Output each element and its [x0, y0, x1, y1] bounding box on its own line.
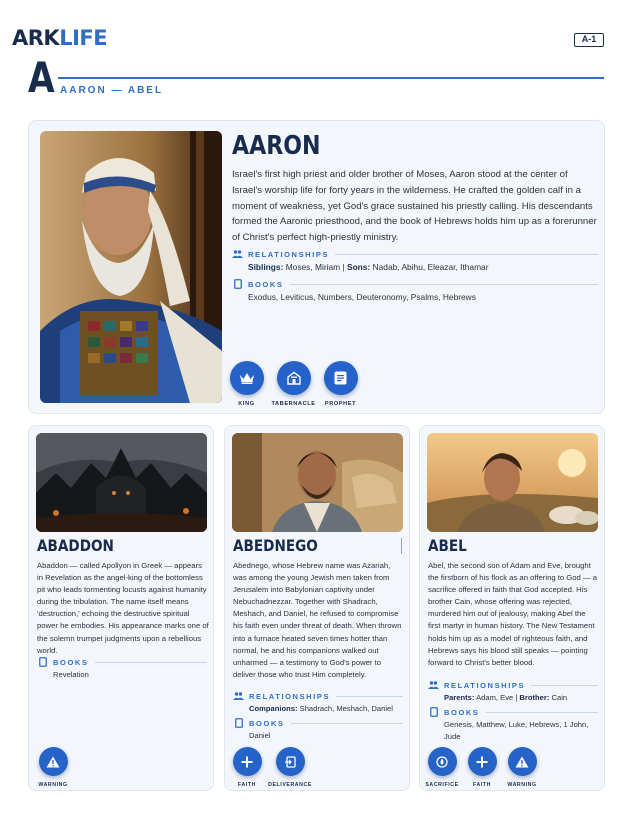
books-heading	[232, 279, 598, 289]
aaron-portrait	[40, 131, 222, 403]
books-label: BOOKS	[444, 707, 480, 717]
rel-value-sons: Nadab, Abihu, Eleazar, Ithamar	[370, 262, 489, 272]
warning-icon	[39, 747, 68, 776]
section-rule	[95, 662, 207, 663]
badge-label: FAITH	[473, 782, 491, 788]
badge-warning[interactable]	[33, 747, 73, 788]
plus-icon	[468, 747, 497, 776]
section-rule	[291, 723, 403, 724]
relationships-section	[428, 680, 598, 704]
abaddon-illustration	[36, 433, 207, 532]
temple-icon	[277, 361, 311, 395]
relationships-label: RELATIONSHIPS	[248, 249, 330, 259]
page-code: A-1	[574, 33, 604, 47]
badge-row	[422, 747, 542, 788]
badge-faith[interactable]	[227, 747, 267, 788]
badge-warning[interactable]	[502, 747, 542, 788]
badge-label: SACRIFICE	[425, 782, 459, 788]
badge-faith[interactable]	[462, 747, 502, 788]
section-rule	[486, 712, 598, 713]
warning-icon	[508, 747, 537, 776]
people-icon	[428, 680, 439, 690]
badge-label: KING	[238, 401, 255, 407]
entry-card-abednego	[224, 425, 410, 791]
relationships-heading	[233, 691, 403, 701]
relationships-value	[233, 703, 403, 715]
books-section	[233, 718, 403, 742]
rel-label-brother: Brother:	[519, 693, 550, 702]
books-heading	[233, 718, 403, 728]
books-heading	[428, 707, 598, 717]
relationships-value	[232, 261, 598, 273]
entry-description: Abel, the second son of Adam and Eve, brought the firstborn of his flock as an offering to God — a sacrifice offered in faith that God accepted. His brother Cain, whose offering was rejected, murdered him out of jealousy, making Abel the first martyr in human history. The New Testament holds him up as a model of righteous faith, and Hebrews says his blood still speaks — pointing forward to Christ's better blood.	[428, 561, 598, 667]
entry-description: Israel's first high priest and older brother of Moses, Aaron stood at the center of Israel's worship life for forty years in the wilderness. He crafted the golden calf in a moment of weakness, yet God's grace sustained his priestly calling. His descendants formed the Aaronic priesthood, and the book of Hebrews holds him up as a forerunner of Christ's perfect high-priestly ministry.	[232, 169, 597, 244]
badge-row	[227, 747, 313, 788]
name-divider	[401, 538, 402, 554]
badge-label: PROPHET	[324, 401, 357, 407]
book-icon	[233, 718, 244, 728]
entry-card-abel	[419, 425, 605, 791]
logo-ark-text: ARK	[12, 26, 60, 50]
entry-name: ABEL	[428, 536, 467, 555]
rel-value-siblings: Moses, Miriam |	[283, 262, 347, 272]
relationships-heading	[428, 680, 598, 690]
books-value: Revelation	[53, 670, 89, 679]
section-rule	[335, 254, 598, 255]
logo-life-text: LIFE	[59, 26, 108, 50]
books-section	[428, 707, 598, 742]
books-section	[232, 279, 598, 303]
book-icon	[37, 657, 48, 667]
relationships-section	[232, 249, 598, 273]
books-heading	[37, 657, 207, 667]
relationships-value	[428, 692, 598, 704]
entry-description: Abednego, whose Hebrew name was Azariah, was among the young Jewish men taken from Jerusalem into Babylonian captivity under Nebuchadnezzar. Together with Shadrach, Meshach, and Daniel, he refused to compromise his faith even under threat of death. When thrown into a furnace heated seven times hotter than normal, he and his companions walked out unharmed — a testimony to God's power to deliver those who trust Him completely.	[233, 561, 402, 679]
plus-icon	[233, 747, 262, 776]
relationships-heading	[232, 249, 598, 259]
books-value: Exodus, Leviticus, Numbers, Deuteronomy, Psalms, Hebrews	[248, 292, 476, 302]
exit-icon	[276, 747, 305, 776]
badge-label: WARNING	[507, 782, 537, 788]
abel-portrait	[427, 433, 598, 532]
rel-label-companions: Companions:	[249, 704, 298, 713]
section-letter: A	[28, 53, 55, 102]
people-icon	[233, 691, 244, 701]
entry-name: ABEDNEGO	[233, 536, 318, 555]
badge-row	[33, 747, 73, 788]
abednego-portrait	[232, 433, 403, 532]
books-label: BOOKS	[249, 718, 285, 728]
entry-name: AARON	[232, 131, 321, 161]
relationships-section	[233, 691, 403, 715]
rel-value-companions: Shadrach, Meshach, Daniel	[297, 704, 393, 713]
badge-label: WARNING	[38, 782, 68, 788]
badge-sacrifice[interactable]	[422, 747, 462, 788]
books-section	[37, 657, 207, 681]
entry-description: Abaddon — called Apollyon in Greek — appears in Revelation as the angel-king of the bottomless pit who leads tormenting locusts against humanity during the tribulation. The name itself means 'destruction,' echoing the destructive spiritual power he embodies. His appearance marks one of the solemn trumpet judgments upon a rebellious world.	[37, 561, 209, 655]
badge-tabernacle[interactable]	[270, 361, 317, 407]
entry-card-aaron	[28, 120, 605, 414]
relationships-label: RELATIONSHIPS	[444, 680, 526, 690]
books-value: Genesis, Matthew, Luke, Hebrews, 1 John, Jude	[444, 720, 589, 741]
ark-life-logo	[12, 26, 107, 50]
book-icon	[428, 707, 439, 717]
rel-label-sons: Sons:	[346, 262, 371, 272]
rel-label-siblings: Siblings:	[248, 262, 284, 272]
rel-value-brother: Cain	[549, 693, 568, 702]
people-icon	[232, 249, 243, 259]
scroll-icon	[324, 361, 358, 395]
badge-deliverance[interactable]	[267, 747, 313, 788]
badge-label: DELIVERANCE	[268, 782, 312, 788]
relationships-label: RELATIONSHIPS	[249, 691, 331, 701]
rel-label-parents: Parents:	[444, 693, 475, 702]
entry-range: AARON — ABEL	[60, 85, 164, 96]
entry-name: ABADDON	[37, 536, 114, 555]
section-rule	[336, 696, 403, 697]
books-label: BOOKS	[53, 657, 89, 667]
entry-card-abaddon	[28, 425, 214, 791]
badge-row	[223, 361, 364, 407]
flame-icon	[428, 747, 457, 776]
section-rule	[290, 284, 598, 285]
badge-label: TABERNACLE	[271, 401, 316, 407]
header-rule	[58, 77, 604, 79]
books-value: Daniel	[249, 731, 271, 740]
crown-icon	[230, 361, 264, 395]
books-label: BOOKS	[248, 279, 284, 289]
badge-king[interactable]	[223, 361, 270, 407]
book-icon	[232, 279, 243, 289]
rel-value-parents: Adam, Eve |	[474, 693, 520, 702]
section-rule	[531, 685, 598, 686]
badge-label: FAITH	[238, 782, 256, 788]
badge-prophet[interactable]	[317, 361, 364, 407]
